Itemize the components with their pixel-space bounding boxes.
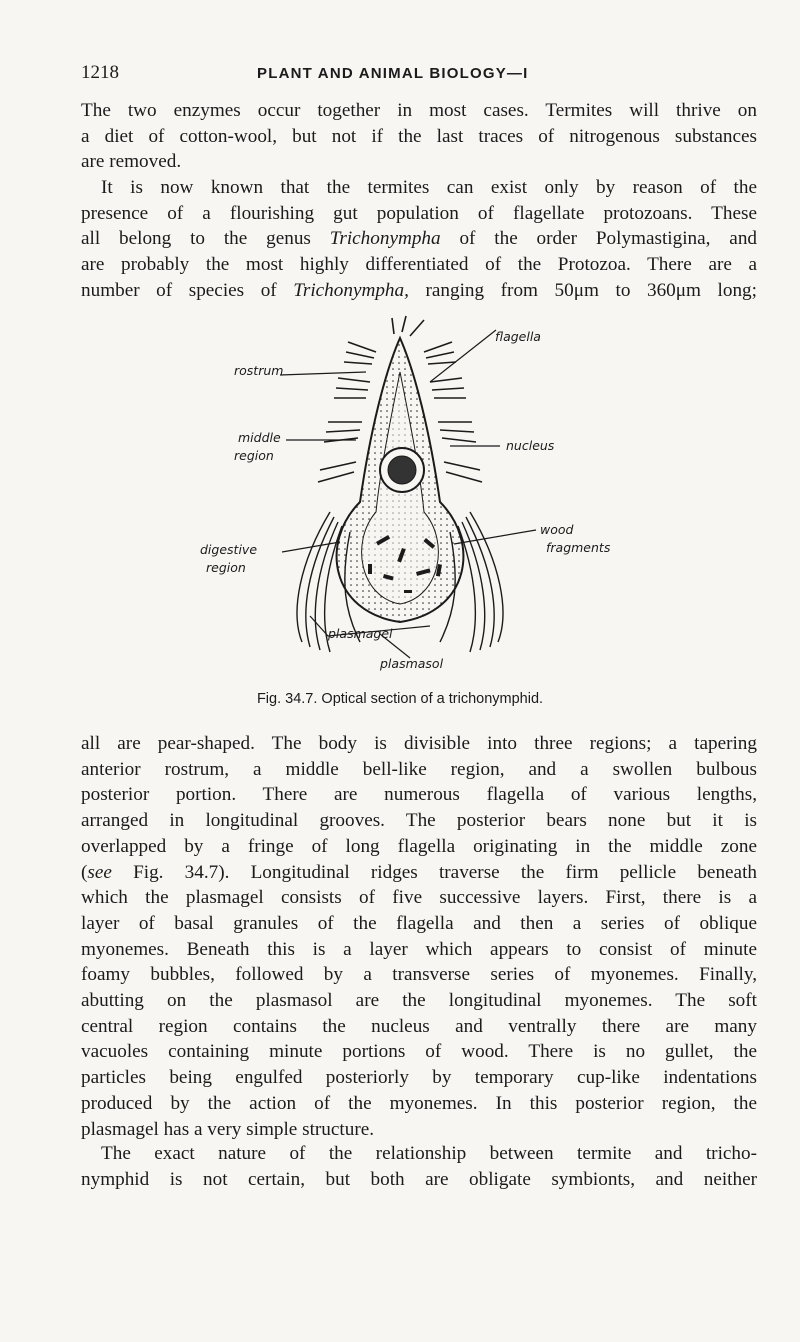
text-line [81, 278, 757, 304]
text-run: Fig. 34.7). Longitudinal ridges traverse the firm pellicle beneath [111, 861, 757, 883]
trichonymphid-drawing [180, 312, 650, 682]
text-run: ranging from 50μm to 360μm long; [408, 279, 757, 301]
text-run: all belong to the genus [81, 228, 330, 250]
paragraph-enzymes [81, 98, 757, 175]
text-line: overlapped by a fringe of long flagella originating in the middle zone [81, 835, 757, 857]
text-line: anterior rostrum, a middle bell-like region, and a swollen bulbous [81, 758, 757, 780]
text-line: The two enzymes occur together in most cases. Termites will thrive on [81, 100, 757, 121]
label-nucleus: nucleus [506, 438, 555, 453]
paragraph-flagellates [81, 175, 757, 304]
genus-name: Trichonympha [329, 228, 441, 250]
label-wood: wood [540, 522, 574, 537]
label-plasmagel: plasmagel [328, 626, 393, 641]
figure-caption: Fig. 34.7. Optical section of a trichonymphid. [256, 691, 544, 707]
label-rostrum: rostrum [234, 363, 284, 378]
text-line: all are pear-shaped. The body is divisible into three regions; a tapering [81, 733, 757, 754]
text-line: myonemes. Beneath this is a layer which appears to consist of minute [81, 938, 757, 960]
text-line: a diet of cotton-wool, but not if the last traces of nitrogenous substances [81, 125, 757, 147]
see-reference: see [87, 861, 112, 883]
page-header [81, 62, 741, 92]
running-head: PLANT AND ANIMAL BIOLOGY—I [257, 65, 529, 82]
paragraph-relationship [81, 1141, 757, 1192]
text-line: abutting on the plasmasol are the longitudinal myonemes. The soft [81, 990, 757, 1012]
label-middle: middle [238, 430, 281, 445]
text-line: which the plasmagel consists of five successive layers. First, there is a [81, 887, 757, 909]
text-line: layer of basal granules of the flagella and then a series of oblique [81, 912, 757, 934]
label-flagella: flagella [495, 329, 541, 344]
text-line [81, 860, 757, 886]
genus-name: Trichonympha, [293, 279, 409, 301]
label-digestive: digestive [200, 542, 258, 557]
text-run: ( [81, 861, 88, 883]
text-line: posterior portion. There are numerous flagella of various lengths, [81, 784, 757, 806]
text-line: The exact nature of the relationship between termite and tricho- [101, 1143, 757, 1164]
text-line: arranged in longitudinal grooves. The posterior bears none but it is [81, 810, 757, 832]
text-line: are probably the most highly differentiated of the Protozoa. There are a [81, 254, 757, 276]
label-digestive-region: region [206, 560, 246, 575]
text-line: particles being engulfed posteriorly by temporary cup-like indentations [81, 1067, 757, 1089]
label-middle-region: region [234, 448, 274, 463]
label-fragments: fragments [546, 540, 611, 555]
text-line: central region contains the nucleus and ventrally there are many [81, 1015, 757, 1037]
text-line: presence of a flourishing gut population of flagellate protozoans. These [81, 202, 757, 224]
nucleolus-shape [388, 456, 416, 484]
page-number: 1218 [81, 62, 119, 83]
text-run: number of species of [81, 279, 294, 301]
paragraph-body-structure [81, 731, 757, 1142]
text-line: foamy bubbles, followed by a transverse series of myonemes. Finally, [81, 964, 757, 986]
text-run: of the order Polymastigina, and [440, 228, 758, 250]
text-line: produced by the action of the myonemes. In this posterior region, the [81, 1092, 757, 1114]
text-line [81, 226, 757, 252]
text-line: are removed. [81, 151, 182, 173]
text-line: plasmagel has a very simple structure. [81, 1118, 375, 1140]
text-line: vacuoles containing minute portions of wood. There is no gullet, the [81, 1041, 757, 1063]
text-line: It is now known that the termites can exist only by reason of the [101, 177, 757, 198]
text-line: nymphid is not certain, but both are obligate symbionts, and neither [81, 1168, 757, 1190]
label-plasmasol: plasmasol [380, 656, 444, 671]
trichonymphid-figure [180, 312, 650, 682]
